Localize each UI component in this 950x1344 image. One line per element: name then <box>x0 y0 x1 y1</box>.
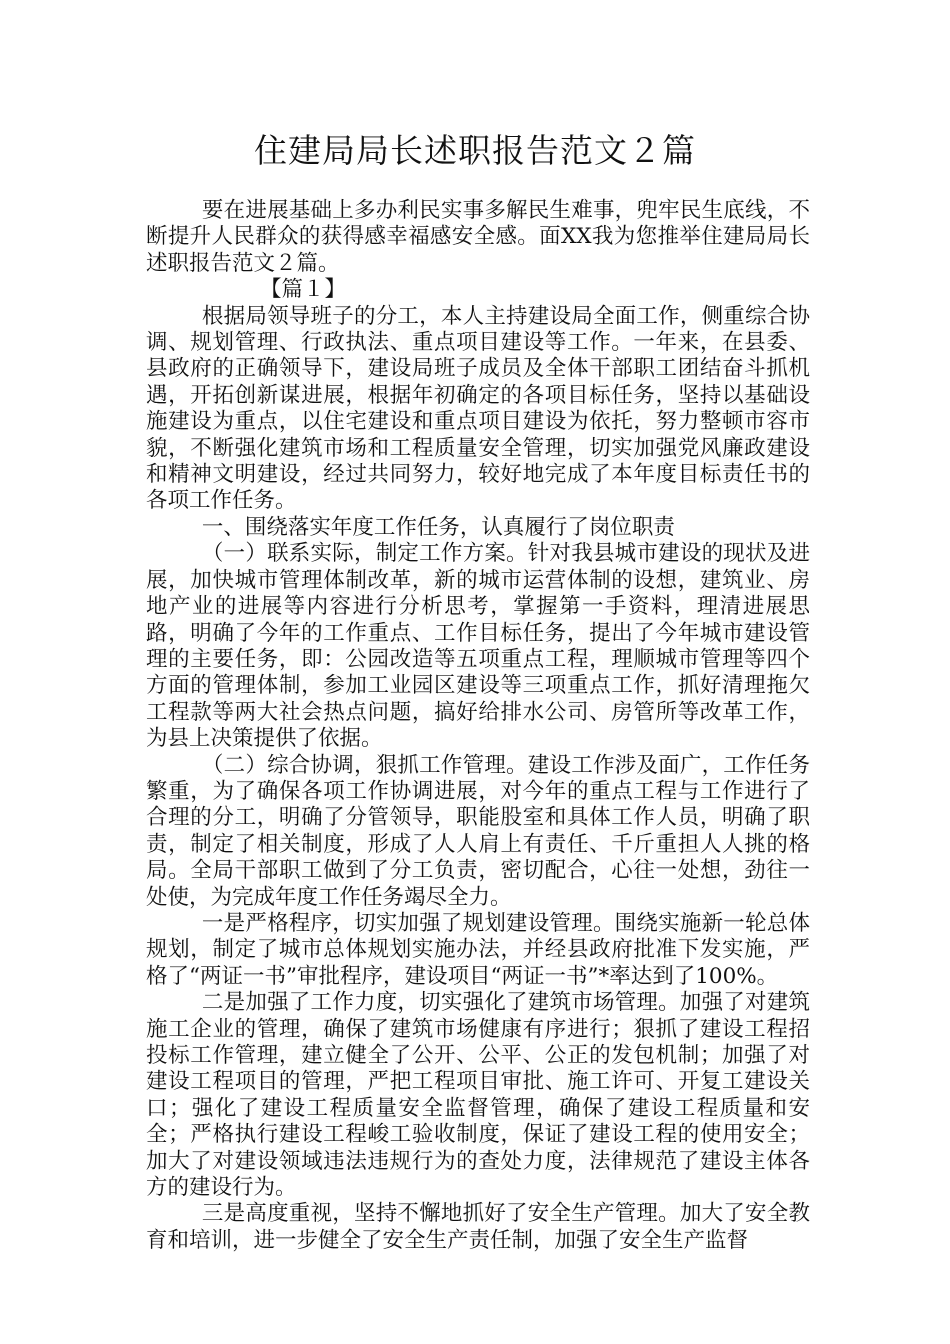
subheading-duties: 一、围绕落实年度工作任务，认真履行了岗位职责 <box>201 514 675 540</box>
paragraph-planning-management: 一是严格程序，切实加强了规划建设管理。围绕实施新一轮总体规划，制定了城市总体规划实施办法，并经县政府批准下发实施，严格了“两证一书”审批程序，建设项目“两证一书”*率达到了100%。 <box>146 910 810 989</box>
paragraph-overview: 根据局领导班子的分工，本人主持建设局全面工作，侧重综合协调、规划管理、行政执法、重点项目建设等工作。一年来，在县委、县政府的正确领导下，建设局班子成员及全体干部职工团结奋斗抓机遇，开拓创新谋进展，根据年初确定的各项目标任务，坚持以基础设施建设为重点，以住宅建设和重点项目建设为依托，努力整顿市容市貌，不断强化建筑市场和工程质量安全管理，切实加强党风廉政建设和精神文明建设，经过共同努力，较好地完成了本年度目标责任书的各项工作任务。 <box>146 303 810 514</box>
paragraph-intro: 要在进展基础上多办利民实事多解民生难事，兜牢民生底线，不断提升人民群众的获得感幸福感安全感。面XX我为您推举住建局局长述职报告范文２篇。 <box>146 198 810 276</box>
paragraph-safety-management: 三是高度重视，坚持不懈地抓好了安全生产管理。加大了安全教育和培训，进一步健全了安全生产责任制，加强了安全生产监督 <box>146 1201 810 1253</box>
document-title: 住建局局长述职报告范文２篇 <box>254 131 696 170</box>
paragraph-market-management: 二是加强了工作力度，切实强化了建筑市场管理。加强了对建筑施工企业的管理，确保了建筑市场健康有序进行；狠抓了建设工程招投标工作管理，建立健全了公开、公平、公正的发包机制；加强了对建设工程项目的管理，严把工程项目审批、施工许可、开复工建设关口；强化了建设工程质量安全监督管理，确保了建设工程质量和安全；严格执行建设工程峻工验收制度，保证了建设工程的使用安全；加大了对建设领域违法违规行为的查处力度，法律规范了建设主体各方的建设行为。 <box>146 990 810 1201</box>
paragraph-work-plan: （一）联系实际，制定工作方案。针对我县城市建设的现状及进展，加快城市管理体制改革，新的城市运营体制的设想，建筑业、房地产业的进展等内容进行分析思考，掌握第一手资料，理清进展思路，明确了今年的工作重点、工作目标任务，提出了今年城市建设管理的主要任务，即：公园改造等五项重点工程，理顺城市管理等四个方面的管理体制，参加工业园区建设等三项重点工作，抓好清理拖欠工程款等两大社会热点问题，搞好给排水公司、房管所等改革工作，为县上决策提供了依据。 <box>146 541 810 752</box>
document-body <box>146 198 810 1254</box>
paragraph-coordination: （二）综合协调，狠抓工作管理。建设工作涉及面广，工作任务繁重，为了确保各项工作协调进展，对今年的重点工程与工作进行了合理的分工，明确了分管领导，职能股室和具体工作人员，明确了职责，制定了相关制度，形成了人人肩上有责任、千斤重担人人挑的格局。全局干部职工做到了分工负责，密切配合，心往一处想，劲往一处使，为完成年度工作任务竭尽全力。 <box>146 752 810 910</box>
section-heading-part-1: 【篇１】 <box>259 277 346 303</box>
